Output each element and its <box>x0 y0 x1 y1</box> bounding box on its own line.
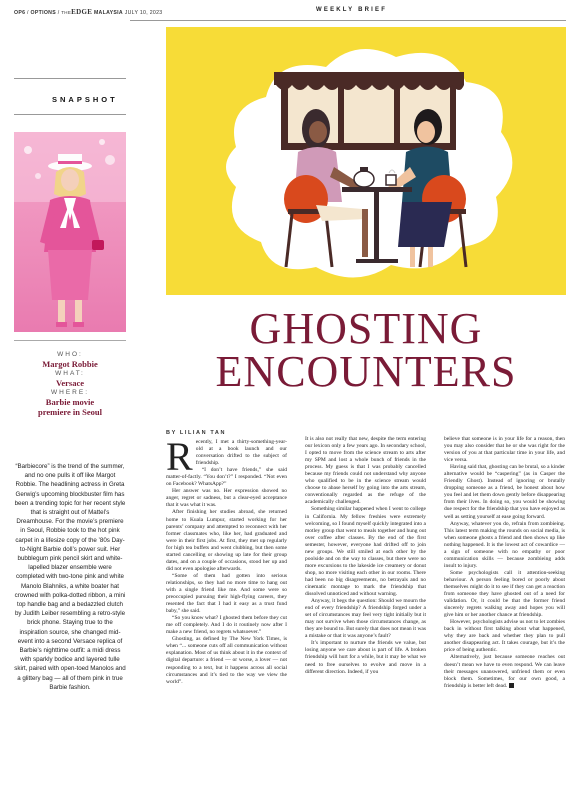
paragraph <box>444 654 565 689</box>
folio-separator: / <box>27 10 29 16</box>
masthead-logo <box>61 10 124 16</box>
section-name: OPTIONS <box>30 10 56 16</box>
paragraph: “I don’t have friends,” she said matter-of-factly. “You don’t?” I responded. “Not even on Facebook? WhatsApp?” <box>166 467 287 488</box>
article-column-3 <box>444 436 565 690</box>
drop-cap: R <box>166 434 193 479</box>
what-value: Versace <box>55 378 84 388</box>
who-label: WHO: <box>57 351 83 358</box>
paragraph: Some psychologists call it attention-seeking behaviour. A person feeling bored or poorly about themselves might do it to see if they can get a reaction from someone they have ghosted out of a need for validation. Or, it could be that the former friend sincerely regrets walking away and hopes you will give him or her another chance at friendship. <box>444 569 565 619</box>
paragraph: Anyway, whatever you do, refrain from zombieing. This latest term making the rounds on social media, is when someone ghosts a friend and then shows up like nothing happened. It is the lowest act of cowardice — a sign of someone with no empathy or poor communication skills — because zombieing adds insult to injury. <box>444 520 565 569</box>
snapshot-illustration <box>14 132 126 332</box>
square-icon <box>509 683 514 688</box>
paragraph-text: ecently, I met a thirty-something-year-old at a book launch and our conversation drifted to the subject of friendship. <box>195 439 287 467</box>
paragraph: believe that someone is in your life for a reason, then you may also consider that he or she was right for the version of you at that particular time in your life, and vice versa. <box>444 436 565 464</box>
issue-date: JULY 10, 2023 <box>124 10 163 16</box>
paragraph: It is also not really that new, despite the term entering our lexicon only a few years ago. In secondary school, I opted to move from the science stream to arts after my SPM and lost a whole bunch of friends in the process. My guess is that I was probably cancelled because my friends could not understand why anyone who qualified to be in the science stream would choose to abase herself by going into the arts stream, conventionally regarded as the refuge of the academically challenged. <box>305 436 426 506</box>
byline: BY LILIAN TAN <box>166 430 227 436</box>
snapshot-photo <box>14 132 126 332</box>
folio <box>14 8 162 16</box>
paragraph: After finishing her studies abroad, she returned home to Kuala Lumpur, started working for her parents’ company and attempted to reconnect with her former classmates who, like her, had graduated and were in their first jobs. At first, they met up regularly for high tea buffets and went clubbing, but then some started cancelling or showing up late for their group dates, and on a couple of occasions, stood her up and did not even apologise afterwards. <box>166 509 287 572</box>
paragraph: It’s important to nurture the friends we value, but losing anyone we care about is part of life. A broken friendship will hurt for a while, but it may be what we need to free ourselves to evolve and move in a different direction. Indeed, if you <box>305 640 426 675</box>
sidebar-heading-rule <box>14 114 126 115</box>
page-number: OP6 <box>14 10 26 16</box>
masthead-edge: EDGE <box>71 8 93 16</box>
paragraph: Having said that, ghosting can be brutal, so a kinder alternative would be “caspering” (as in Casper the Friendly Ghost). Instead of ignoring or brutally dropping someone as a friend, be honest about how you feel and let them down gently before disappearing from their lives. In doing so, you would be showing due respect for the friendship that you have enjoyed as well as setting yourself at ease going forward. <box>444 464 565 520</box>
page-header <box>0 0 580 24</box>
paragraph: “So you know what? I ghosted them before they cut me off completely. And I do it routinely now after I make a new friend, no regrets whatsoever.” <box>166 615 287 636</box>
cafe-friends-illustration <box>166 27 566 295</box>
sidebar-top-rule <box>14 78 126 79</box>
paragraph: Ghosting, as defined by The New York Times, is when “... someone cuts off all communication without explanation. Most of us think about it in the context of digital departure: a friend — or worse, a lover — not responding to a text, but it happens across all social circumstances and it’s tied to the way we view the world”. <box>166 636 287 685</box>
credits-rule <box>14 340 126 341</box>
paragraph: However, psychologists advise us not to let zombies back in without first talking about what happened, why they are back and whether they plan to pull another disappearing act. It takes courage, but it’s the price of being authentic. <box>444 619 565 654</box>
title-line-2: ENCOUNTERS <box>215 347 517 396</box>
article-title <box>166 304 566 396</box>
column-name: WEEKLY BRIEF <box>316 7 388 13</box>
masthead-country: MALAYSIA <box>93 10 123 16</box>
paragraph: Anyway, it begs the question: Should we mourn the end of every friendship? A friendship forged under a set of circumstances may feel very tight initially but it may not survive when those circumstances change, as they are bound to. But surely that does not mean it was a mistake or that it was anyone’s fault? <box>305 598 426 640</box>
paragraph: Something similar happened when I went to college in California. My fellow freshies were extremely welcoming, so I found myself quickly integrated into a motley group that went to meals together and hung out over coffee after classes. By the end of the first semester, however, everyone had drifted off to join new groups. We still smiled at each other by the poolside and on the way to classes, but there were no more excursions to the lakeside ice creamery or donut shop, no more visiting each other in our rooms. There had been no big disagreements, no betrayals and no cinematic montage to mark the friendship that dissolved unnoticed and without warning. <box>305 506 426 598</box>
masthead-the: THE <box>61 10 72 15</box>
paragraph-text: Alternatively, just because someone reaches out doesn’t mean we have to even respond. We can leave their messages unanswered, unfriend them or even block them. Sometimes, for our own good, a friendship is better left dead. <box>444 654 565 689</box>
who-value: Margot Robbie <box>42 359 98 369</box>
article-column-2 <box>305 436 426 676</box>
where-label: WHERE: <box>51 389 89 396</box>
sidebar-heading: SNAPSHOT <box>52 95 118 104</box>
hero-illustration <box>166 27 566 295</box>
title-line-1: GHOSTING <box>249 304 483 353</box>
folio-separator: / <box>57 10 60 16</box>
paragraph: “Some of them had gotten into serious relationships, so they had no more time to hang out with a single friend like me. And some were so preoccupied pursuing their high-flying careers, they resented the fact that I had it easy as a trust fund baby,” she said. <box>166 572 287 615</box>
where-value: Barbie movie premiere in Seoul <box>38 397 102 417</box>
header-rule <box>130 20 566 21</box>
snapshot-credits <box>14 350 126 417</box>
snapshot-body: “Barbiecore” is the trend of the summer, and no one pulls it off like Margot Robbie. The headlining actress in Greta Gerwig’s upcoming blockbuster film has been a trending topic for her recent style that is straight out of Mattel’s Dreamhouse. For the movie’s premiere in Seoul, Robbie took to the hot pink carpet in a lifesize copy of the ’80s Day-to-Night Barbie doll’s power suit. Her bubblegum pink pencil skirt and white-lapelled blazer ensemble were completed with two-tone pink and white Manolo Blahniks, a white boater hat crowned with polka-dotted ribbon, a mini top handle bag and a bedazzled clutch by Judith Leiber resembling a retro-style brick phone. Staying true to the inspiration source, she changed mid-event into a second Versace replica of Barbie’s nighttime outfit: a midi dress with sparkly bodice and layered tulle skirt, paired with open-toed Manolos and a glittery bag — all of them pink in true Barbie fashion. <box>14 463 126 691</box>
paragraph: Her answer was no. Her expression showed no anger, regret or sadness, but a clear-eyed acceptance that it was what it was. <box>166 488 287 509</box>
what-label: WHAT: <box>55 370 85 377</box>
article-column-1 <box>166 434 287 686</box>
